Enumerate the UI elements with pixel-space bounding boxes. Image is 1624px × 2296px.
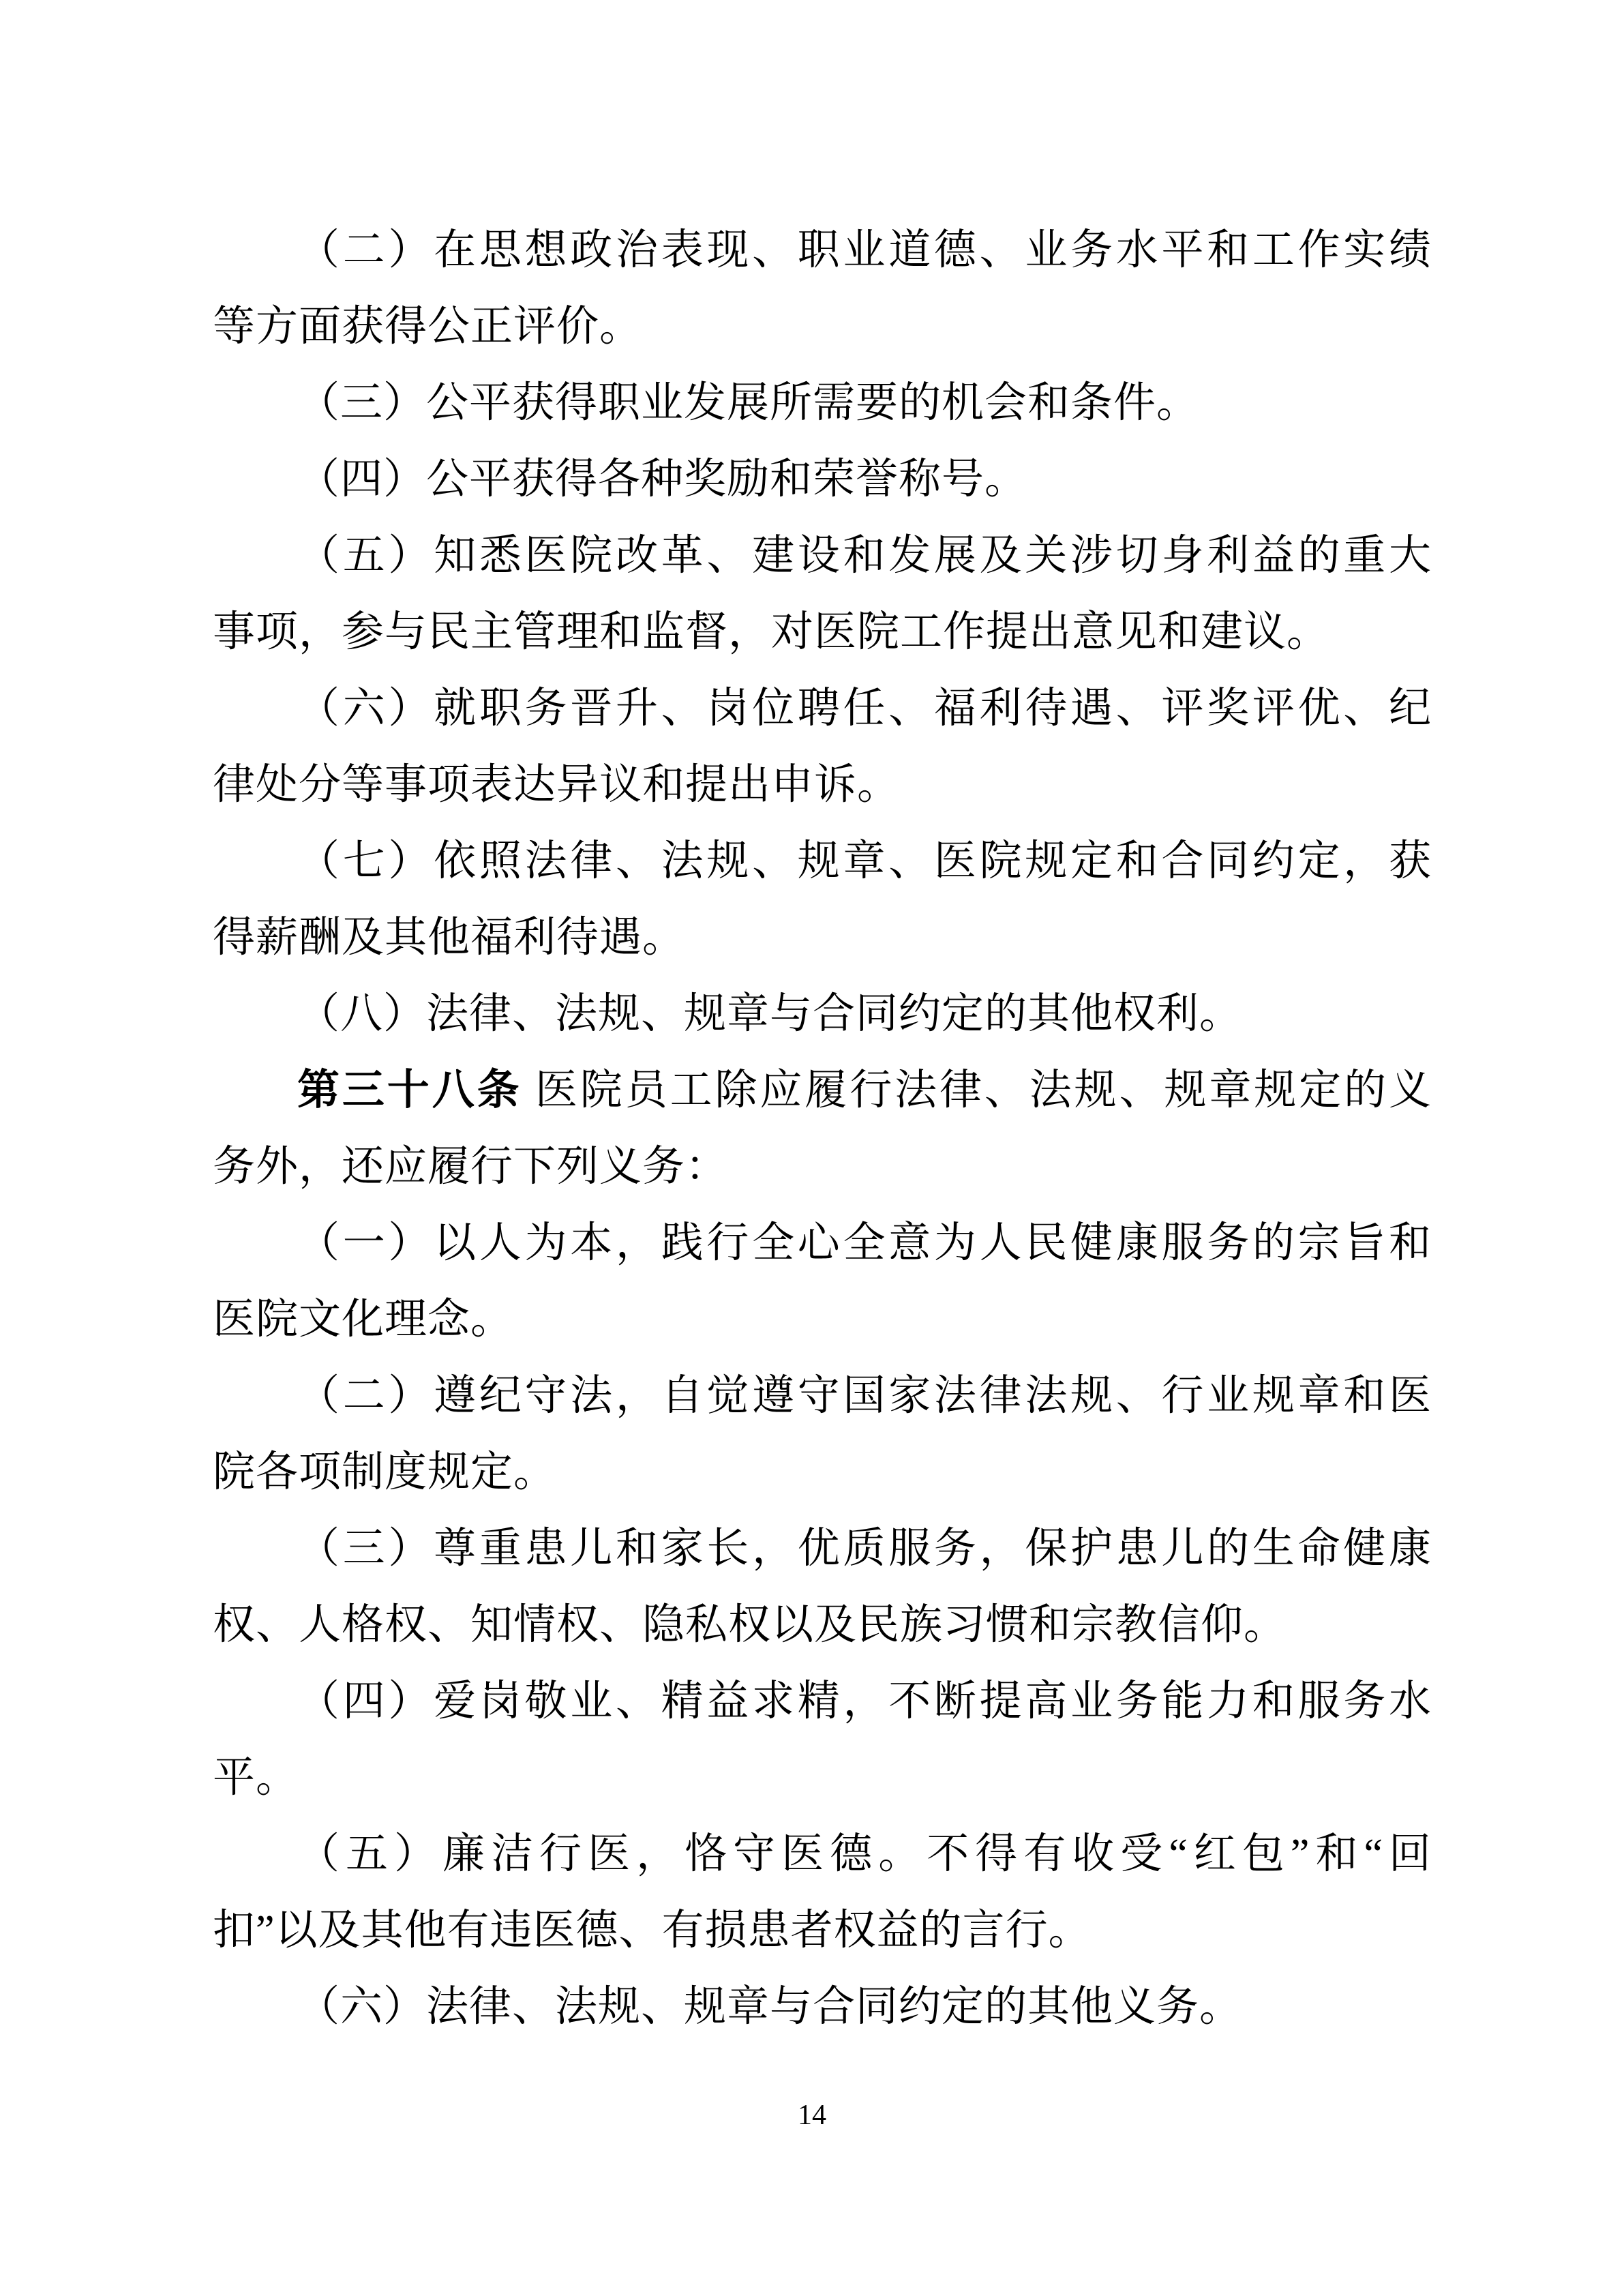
document-body-text — [213, 212, 1432, 2045]
text-line: （一）以人为本，践行全心全意为人民健康服务的宗旨和 — [297, 1220, 1432, 1266]
article-number-bold: 第三十八条 — [297, 1067, 522, 1114]
text-line: （四）爱岗敬业、精益求精，不断提高业务能力和服务水 — [297, 1678, 1432, 1725]
text-line: （六）就职务晋升、岗位聘任、福利待遇、评奖评优、纪 — [297, 685, 1432, 732]
text-line: 务外，还应履行下列义务： — [213, 1144, 729, 1190]
text-line: 事项，参与民主管理和监督，对医院工作提出意见和建议。 — [213, 609, 1330, 655]
text-line: 律处分等事项表达异议和提出申诉。 — [213, 762, 901, 808]
text-line: 等方面获得公正评价。 — [213, 303, 643, 350]
text-line: （五）廉洁行医，恪守医德。不得有收受“红包”和“回 — [297, 1831, 1432, 1877]
text-line: 平。 — [213, 1755, 299, 1801]
text-line: 院各项制度规定。 — [213, 1449, 557, 1495]
text-line: 医院文化理念。 — [213, 1296, 514, 1343]
text-line: （八）法律、法规、规章与合同约定的其他权利。 — [297, 991, 1243, 1037]
text-line: 扣”以及其他有违医德、有损患者权益的言行。 — [213, 1907, 1092, 1954]
text-line: 第三十八条 医院员工除应履行法律、法规、规章规定的义 — [297, 1067, 1432, 1114]
text-line: （六）法律、法规、规章与合同约定的其他义务。 — [297, 1984, 1243, 2030]
text-line: （四）公平获得各种奖励和荣誉称号。 — [297, 456, 1028, 503]
text-line: 得薪酬及其他福利待遇。 — [213, 914, 686, 961]
text-line: （七）依照法律、法规、规章、医院规定和合同约定，获 — [297, 838, 1432, 884]
page-number: 14 — [798, 2100, 826, 2131]
text-line: 权、人格权、知情权、隐私权以及民族习惯和宗教信仰。 — [213, 1602, 1287, 1648]
text-line: （三）公平获得职业发展所需要的机会和条件。 — [297, 380, 1200, 426]
text-line: （二）在思想政治表现、职业道德、业务水平和工作实绩 — [297, 227, 1432, 273]
text-line: （三）尊重患儿和家长，优质服务，保护患儿的生命健康 — [297, 1525, 1432, 1572]
text-line: （二）遵纪守法，自觉遵守国家法律法规、行业规章和医 — [297, 1373, 1432, 1419]
text-line: （五）知悉医院改革、建设和发展及关涉切身利益的重大 — [297, 533, 1432, 579]
